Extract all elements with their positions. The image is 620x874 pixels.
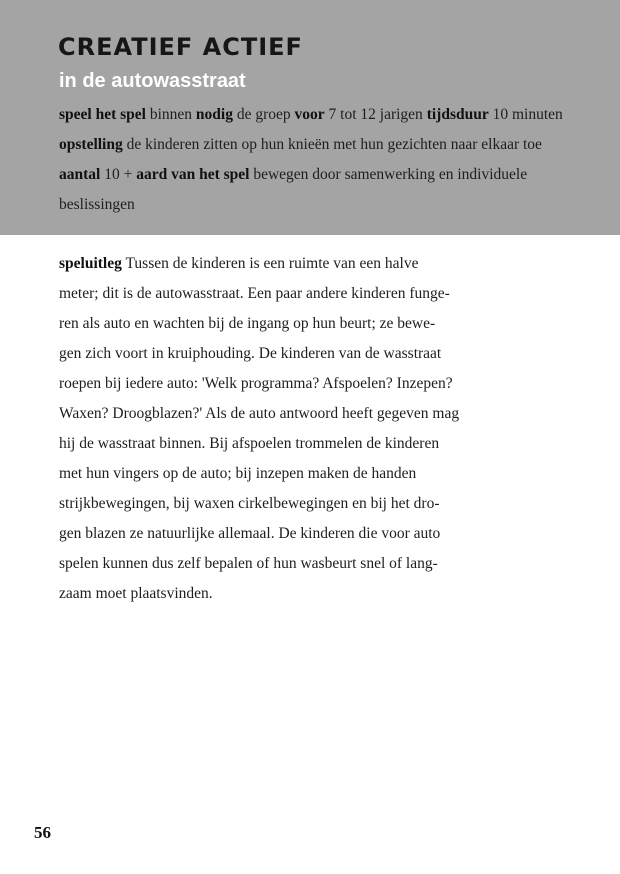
- body-line: spelen kunnen dus zelf bepalen of hun wasbeurt snel of lang-: [59, 555, 438, 572]
- duration-label: tijdsduur: [426, 106, 489, 123]
- game-explanation: [59, 249, 564, 609]
- duration-value: 10 minuten: [492, 106, 563, 123]
- body-line: meter; dit is de autowasstraat. Een paar andere kinderen funge-: [59, 285, 450, 302]
- page-number: 56: [34, 823, 51, 842]
- players-mid: de groep: [236, 106, 291, 123]
- count-value: 10 +: [104, 166, 133, 183]
- players-need-label: nodig: [195, 106, 233, 123]
- body-line: Waxen? Droogblazen?' Als de auto antwoord heeft gegeven mag: [59, 405, 460, 422]
- body-line: met hun vingers op de auto; bij inzepen maken de handen: [59, 465, 417, 482]
- body-line: ren als auto en wachten bij de ingang op hun beurt; ze bewe-: [59, 315, 436, 332]
- body-line: zaam moet plaatsvinden.: [59, 585, 213, 602]
- type-label: aard van het spel: [136, 166, 250, 183]
- players-for-label: voor: [294, 106, 325, 123]
- players-value: 7 tot 12 jarigen: [328, 106, 423, 123]
- setup-value: de kinderen zitten op hun knieën met hun gezichten naar elkaar toe: [126, 136, 542, 153]
- body-line: roepen bij iedere auto: 'Welk programma? Afspoelen? Inzepen?: [59, 375, 453, 392]
- header-band: [0, 0, 620, 235]
- type-value: bewegen door samenwerking en individuele beslissingen: [59, 166, 528, 213]
- body-line: gen blazen ze natuurlijke allemaal. De kinderen die voor auto: [59, 525, 441, 542]
- body-line: strijkbewegingen, bij waxen cirkelbewegingen en bij het dro-: [59, 495, 440, 512]
- players-label: speel het spel: [59, 106, 146, 123]
- page-subtitle: in de autowasstraat: [59, 70, 246, 92]
- players-pre: binnen: [149, 106, 193, 123]
- game-info: [59, 100, 564, 220]
- page-title: CREATIEF ACTIEF: [58, 33, 303, 61]
- body-line-text: Tussen de kinderen is een ruimte van een halve: [125, 255, 419, 272]
- body-line: hij de wasstraat binnen. Bij afspoelen trommelen de kinderen: [59, 435, 440, 452]
- body-line: [59, 249, 564, 279]
- setup-label: opstelling: [59, 136, 123, 153]
- explanation-label: speluitleg: [59, 255, 122, 272]
- count-label: aantal: [59, 166, 101, 183]
- body-line: gen zich voort in kruiphouding. De kinderen van de wasstraat: [59, 345, 442, 362]
